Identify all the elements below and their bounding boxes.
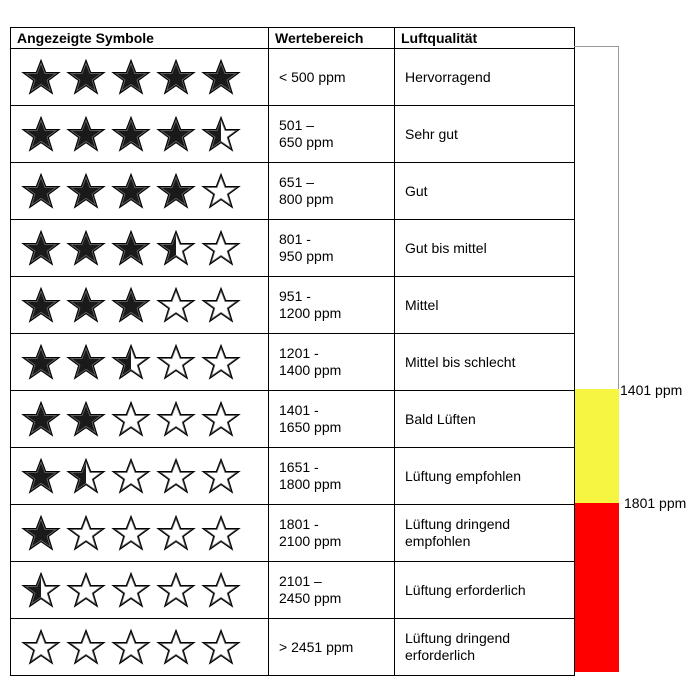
quality-cell: Mittel bis schlecht <box>395 334 575 391</box>
star-rating-cell <box>11 448 269 505</box>
star-empty-icon <box>156 400 196 438</box>
star-empty-icon <box>201 400 241 438</box>
star-empty-icon <box>156 457 196 495</box>
threshold-label-1801: 1801 ppm <box>624 495 687 511</box>
star-filled-icon <box>21 343 61 381</box>
range-cell: 801 - 950 ppm <box>269 220 395 277</box>
star-empty-icon <box>201 571 241 609</box>
star-empty-icon <box>156 571 196 609</box>
star-filled-icon <box>111 172 151 210</box>
star-rating-cell <box>11 619 269 676</box>
range-cell: 1401 - 1650 ppm <box>269 391 395 448</box>
star-empty-icon <box>201 343 241 381</box>
quality-cell: Sehr gut <box>395 106 575 163</box>
yellow-warning-band <box>575 389 619 503</box>
star-rating <box>21 619 268 675</box>
star-empty-icon <box>21 628 61 666</box>
header-range: Wertebereich <box>269 28 395 49</box>
star-filled-icon <box>66 343 106 381</box>
star-rating-cell <box>11 106 269 163</box>
star-rating <box>21 277 268 333</box>
star-filled-icon <box>21 457 61 495</box>
star-filled-icon <box>66 229 106 267</box>
table-row <box>11 448 575 505</box>
star-half-icon <box>201 115 241 153</box>
star-filled-icon <box>201 58 241 96</box>
quality-cell: Gut bis mittel <box>395 220 575 277</box>
scale-bracket-side <box>618 46 619 389</box>
star-empty-icon <box>111 457 151 495</box>
star-rating-cell <box>11 49 269 106</box>
air-quality-table <box>10 27 575 676</box>
range-cell: 1201 - 1400 ppm <box>269 334 395 391</box>
star-empty-icon <box>156 628 196 666</box>
table-row <box>11 49 575 106</box>
star-rating-cell <box>11 163 269 220</box>
star-rating <box>21 49 268 105</box>
table-row <box>11 163 575 220</box>
star-rating <box>21 163 268 219</box>
star-filled-icon <box>111 115 151 153</box>
red-warning-band <box>575 503 619 672</box>
star-rating <box>21 562 268 618</box>
star-filled-icon <box>21 115 61 153</box>
star-filled-icon <box>156 115 196 153</box>
star-rating <box>21 106 268 162</box>
star-half-icon <box>21 571 61 609</box>
table-row <box>11 562 575 619</box>
star-filled-icon <box>66 58 106 96</box>
quality-cell: Hervorragend <box>395 49 575 106</box>
star-empty-icon <box>201 286 241 324</box>
star-rating <box>21 391 268 447</box>
star-filled-icon <box>111 286 151 324</box>
header-symbols: Angezeigte Symbole <box>11 28 269 49</box>
table-row <box>11 505 575 562</box>
quality-cell: Lüftung empfohlen <box>395 448 575 505</box>
star-filled-icon <box>21 514 61 552</box>
scale-bracket-top <box>574 46 619 47</box>
star-filled-icon <box>21 286 61 324</box>
star-rating-cell <box>11 562 269 619</box>
star-filled-icon <box>66 286 106 324</box>
range-cell: < 500 ppm <box>269 49 395 106</box>
star-filled-icon <box>156 172 196 210</box>
star-filled-icon <box>21 229 61 267</box>
table-row <box>11 334 575 391</box>
star-empty-icon <box>111 514 151 552</box>
star-rating <box>21 448 268 504</box>
range-cell: 501 – 650 ppm <box>269 106 395 163</box>
star-half-icon <box>66 457 106 495</box>
quality-cell: Lüftung erforderlich <box>395 562 575 619</box>
star-rating <box>21 334 268 390</box>
star-empty-icon <box>66 571 106 609</box>
star-rating <box>21 505 268 561</box>
table-row <box>11 619 575 676</box>
star-empty-icon <box>111 628 151 666</box>
star-empty-icon <box>156 514 196 552</box>
star-filled-icon <box>21 58 61 96</box>
star-empty-icon <box>156 343 196 381</box>
table-header-row <box>11 28 575 49</box>
star-rating-cell <box>11 277 269 334</box>
range-cell: 651 – 800 ppm <box>269 163 395 220</box>
threshold-label-1401: 1401 ppm <box>620 382 683 398</box>
header-quality: Luftqualität <box>395 28 575 49</box>
star-filled-icon <box>156 58 196 96</box>
star-empty-icon <box>201 172 241 210</box>
star-empty-icon <box>201 628 241 666</box>
star-filled-icon <box>66 400 106 438</box>
star-rating-cell <box>11 220 269 277</box>
star-empty-icon <box>111 400 151 438</box>
star-rating-cell <box>11 505 269 562</box>
star-empty-icon <box>66 514 106 552</box>
star-filled-icon <box>66 172 106 210</box>
star-filled-icon <box>66 115 106 153</box>
quality-cell: Lüftung dringend empfohlen <box>395 505 575 562</box>
star-rating-cell <box>11 334 269 391</box>
table-row <box>11 106 575 163</box>
star-filled-icon <box>111 58 151 96</box>
star-filled-icon <box>111 229 151 267</box>
star-empty-icon <box>66 628 106 666</box>
star-empty-icon <box>201 457 241 495</box>
range-cell: 1651 - 1800 ppm <box>269 448 395 505</box>
quality-cell: Gut <box>395 163 575 220</box>
star-empty-icon <box>201 229 241 267</box>
star-rating-cell <box>11 391 269 448</box>
quality-cell: Lüftung dringend erforderlich <box>395 619 575 676</box>
star-half-icon <box>111 343 151 381</box>
table-row <box>11 220 575 277</box>
star-empty-icon <box>111 571 151 609</box>
star-rating <box>21 220 268 276</box>
range-cell: 951 - 1200 ppm <box>269 277 395 334</box>
star-empty-icon <box>156 286 196 324</box>
quality-cell: Bald Lüften <box>395 391 575 448</box>
range-cell: > 2451 ppm <box>269 619 395 676</box>
range-cell: 2101 – 2450 ppm <box>269 562 395 619</box>
star-half-icon <box>156 229 196 267</box>
quality-cell: Mittel <box>395 277 575 334</box>
table-row <box>11 391 575 448</box>
range-cell: 1801 - 2100 ppm <box>269 505 395 562</box>
star-filled-icon <box>21 172 61 210</box>
star-empty-icon <box>201 514 241 552</box>
table-row <box>11 277 575 334</box>
star-filled-icon <box>21 400 61 438</box>
